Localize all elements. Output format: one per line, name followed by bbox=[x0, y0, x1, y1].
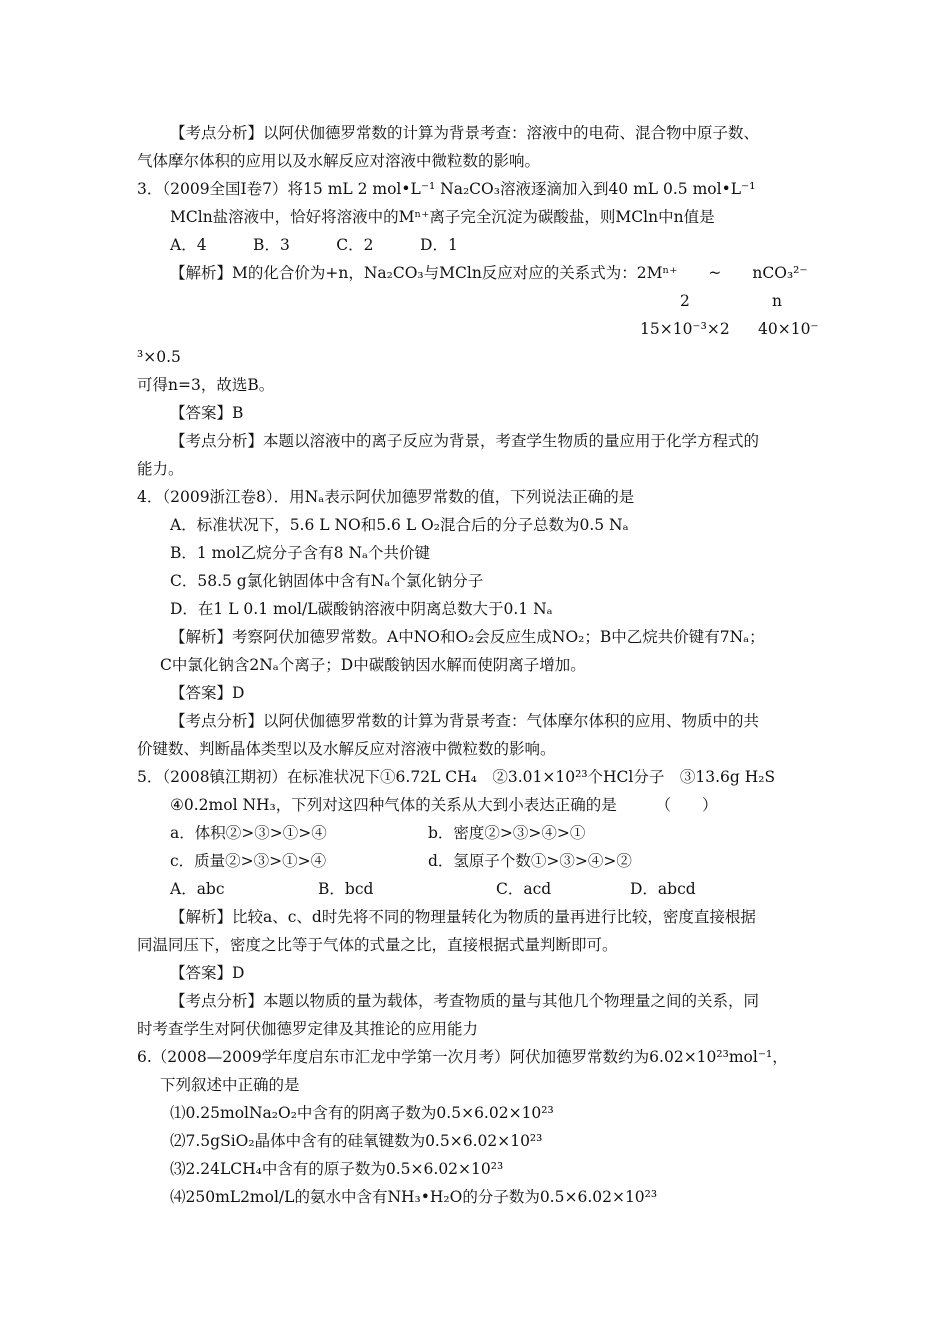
question-5-statement-a: a．体积②>③>①>④ bbox=[170, 824, 327, 842]
question-6-stem: 下列叙述中正确的是 bbox=[160, 1076, 300, 1094]
question-3-analysis: 【考点分析】本题以溶液中的离子反应为背景，考查学生物质的量应用于化学方程式的 bbox=[170, 432, 760, 450]
question-6-stem: 6.（2008—2009学年度启东市汇龙中学第一次月考）阿伏加德罗常数约为6.02×10²³mol⁻¹， bbox=[137, 1048, 788, 1066]
question-6-item-2: ⑵7.5gSiO₂晶体中含有的硅氧键数为0.5×6.02×10²³ bbox=[170, 1132, 543, 1150]
relation-quantity: ³×0.5 bbox=[137, 348, 181, 366]
question-4-option-c: C．58.5 g氯化钠固体中含有Nₐ个氯化钠分子 bbox=[170, 572, 484, 590]
question-5-statement-b: b．密度②>③>④>① bbox=[428, 824, 586, 842]
question-4-option-a: A．标准状况下，5.6 L NO和5.6 L O₂混合后的分子总数为0.5 Nₐ bbox=[170, 516, 629, 534]
question-5-option-c: C．acd bbox=[496, 880, 552, 898]
question-5-explanation: 同温同压下，密度之比等于气体的式量之比，直接根据式量判断即可。 bbox=[137, 936, 618, 954]
question-5-statement-d: d．氢原子个数①>③>④>② bbox=[428, 852, 632, 870]
analysis-line: 【考点分析】以阿伏伽德罗常数的计算为背景考查：溶液中的电荷、混合物中原子数、 bbox=[170, 124, 760, 142]
question-3-stem: MCln盐溶液中，恰好将溶液中的Mⁿ⁺离子完全沉淀为碳酸盐，则MCln中n值是 bbox=[170, 208, 715, 226]
question-4-option-b: B．1 mol乙烷分子含有8 Nₐ个共价键 bbox=[170, 544, 430, 562]
question-3-options: A．4 B．3 C．2 D．1 bbox=[170, 236, 458, 254]
question-3-answer: 【答案】B bbox=[170, 404, 244, 422]
question-5-stem: ④0.2mol NH₃，下列对这四种气体的关系从大到小表达正确的是 （ ） bbox=[170, 796, 718, 814]
relation-coefficient: 2 bbox=[680, 292, 690, 310]
question-4-explanation: C中氯化钠含2Nₐ个离子；D中碳酸钠因水解而使阴离子增加。 bbox=[160, 656, 586, 674]
question-5-analysis: 时考查学生对阿伏伽德罗定律及其推论的应用能力 bbox=[137, 1020, 479, 1038]
question-4-explanation: 【解析】考察阿伏加德罗常数。A中NO和O₂会反应生成NO₂；B中乙烷共价键有7Nₐ； bbox=[170, 628, 765, 646]
question-5-analysis: 【考点分析】本题以物质的量为载体，考查物质的量与其他几个物理量之间的关系，同 bbox=[170, 992, 760, 1010]
question-3-stem: 3．（2009全国Ⅰ卷7）将15 mL 2 mol•L⁻¹ Na₂CO₃溶液逐滴加入到40 mL 0.5 mol•L⁻¹ bbox=[137, 180, 756, 198]
question-5-option-a: A．abc bbox=[170, 880, 225, 898]
analysis-line: 气体摩尔体积的应用以及水解反应对溶液中微粒数的影响。 bbox=[137, 152, 541, 170]
question-5-stem: 5．（2008镇江期初）在标准状况下①6.72L CH₄ ②3.01×10²³个HCl分子 ③13.6g H₂S bbox=[137, 768, 776, 786]
question-5-statement-c: c．质量②>③>①>④ bbox=[170, 852, 327, 870]
question-4-stem: 4．（2009浙江卷8）．用Nₐ表示阿伏加德罗常数的值，下列说法正确的是 bbox=[137, 488, 635, 506]
question-5-option-b: B．bcd bbox=[318, 880, 374, 898]
question-4-option-d: D．在1 L 0.1 mol/L碳酸钠溶液中阴离总数大于0.1 Nₐ bbox=[170, 600, 553, 618]
relation-quantity: 15×10⁻³×2 bbox=[640, 320, 730, 338]
question-5-explanation: 【解析】比较a、c、d时先将不同的物理量转化为物质的量再进行比较，密度直接根据 bbox=[170, 908, 756, 926]
question-3-analysis: 能力。 bbox=[137, 460, 184, 478]
question-6-item-3: ⑶2.24LCH₄中含有的原子数为0.5×6.02×10²³ bbox=[170, 1160, 504, 1178]
question-6-item-4: ⑷250mL2mol/L的氨水中含有NH₃•H₂O的分子数为0.5×6.02×10²³ bbox=[170, 1188, 658, 1206]
question-5-option-d: D．abcd bbox=[630, 880, 696, 898]
question-6-item-1: ⑴0.25molNa₂O₂中含有的阴离子数为0.5×6.02×10²³ bbox=[170, 1104, 554, 1122]
relation-coefficient: n bbox=[772, 292, 782, 310]
question-4-analysis: 价键数、判断晶体类型以及水解反应对溶液中微粒数的影响。 bbox=[137, 740, 556, 758]
question-4-analysis: 【考点分析】以阿伏伽德罗常数的计算为背景考查：气体摩尔体积的应用、物质中的共 bbox=[170, 712, 760, 730]
relation-quantity: 40×10⁻ bbox=[758, 320, 819, 338]
question-3-conclusion: 可得n=3，故选B。 bbox=[137, 376, 275, 394]
question-4-answer: 【答案】D bbox=[170, 684, 245, 702]
question-3-explanation: 【解析】M的化合价为+n，Na₂CO₃与MCln反应对应的关系式为：2Mⁿ⁺ ~ nCO₃²⁻ bbox=[170, 264, 808, 282]
question-5-answer: 【答案】D bbox=[170, 964, 245, 982]
